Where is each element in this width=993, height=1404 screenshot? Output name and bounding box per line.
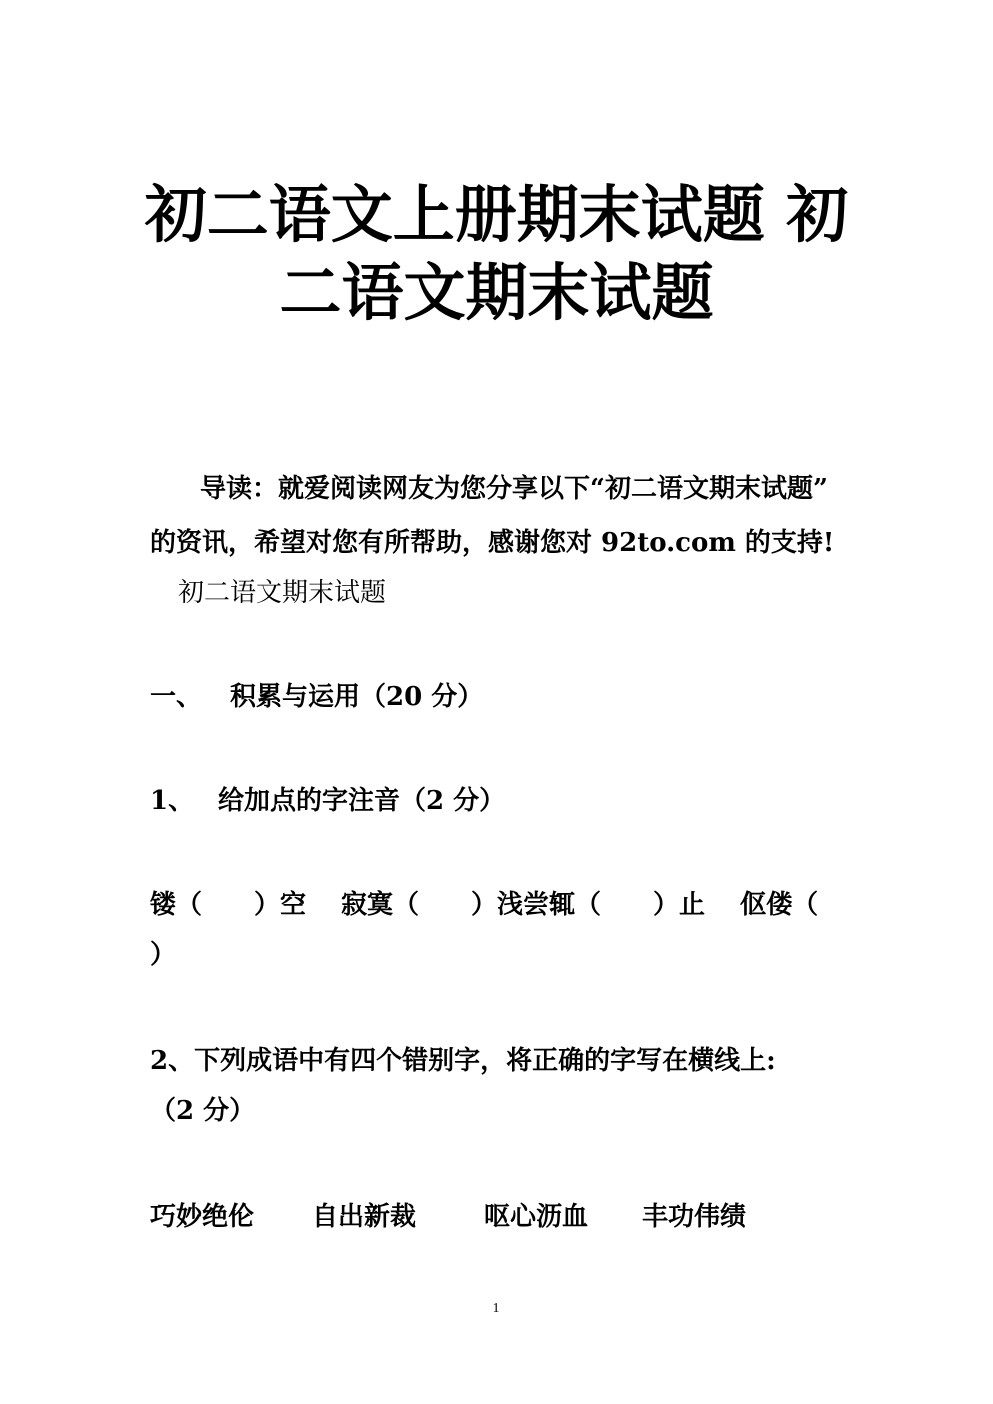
question-1-number: 1、 (150, 786, 195, 816)
intro-text-line-1: 导读：就爱阅读网友为您分享以下“初二语文期末试题” (200, 474, 828, 504)
question-1-items-line-2: ） (150, 940, 177, 970)
section-label: 积累与运用（20 分） (230, 682, 484, 712)
idiom-item: 丰功伟绩 (642, 1202, 747, 1232)
section-heading (150, 684, 483, 710)
question-2-heading-line-1: 2、下列成语中有四个错别字，将正确的字写在横线上: (150, 1046, 776, 1076)
idiom-item: 巧妙绝伦 (150, 1202, 255, 1232)
idiom-item: 呕心沥血 (484, 1202, 589, 1232)
section-number: 一、 (150, 682, 203, 712)
page-number: 1 (492, 1301, 500, 1316)
question-2-heading-line-2: （2 分） (150, 1096, 256, 1126)
intro-text-line-2: 的资讯，希望对您有所帮助，感谢您对 92to.com 的支持! (150, 528, 835, 558)
idiom-list (150, 1204, 746, 1230)
section-subtitle: 初二语文期末试题 (178, 578, 387, 608)
document-title-line-1: 初二语文上册期末试题 初 (144, 178, 849, 251)
question-1-heading (150, 788, 505, 814)
question-1-items-line-1: 镂（ ）空 寂寞（ ）浅尝辄（ ）止 伛偻（ (150, 890, 819, 920)
question-1-label: 给加点的字注音（2 分） (218, 786, 506, 816)
idiom-item: 自出新裁 (312, 1202, 417, 1232)
document-title-line-2: 二语文期末试题 (279, 256, 714, 329)
